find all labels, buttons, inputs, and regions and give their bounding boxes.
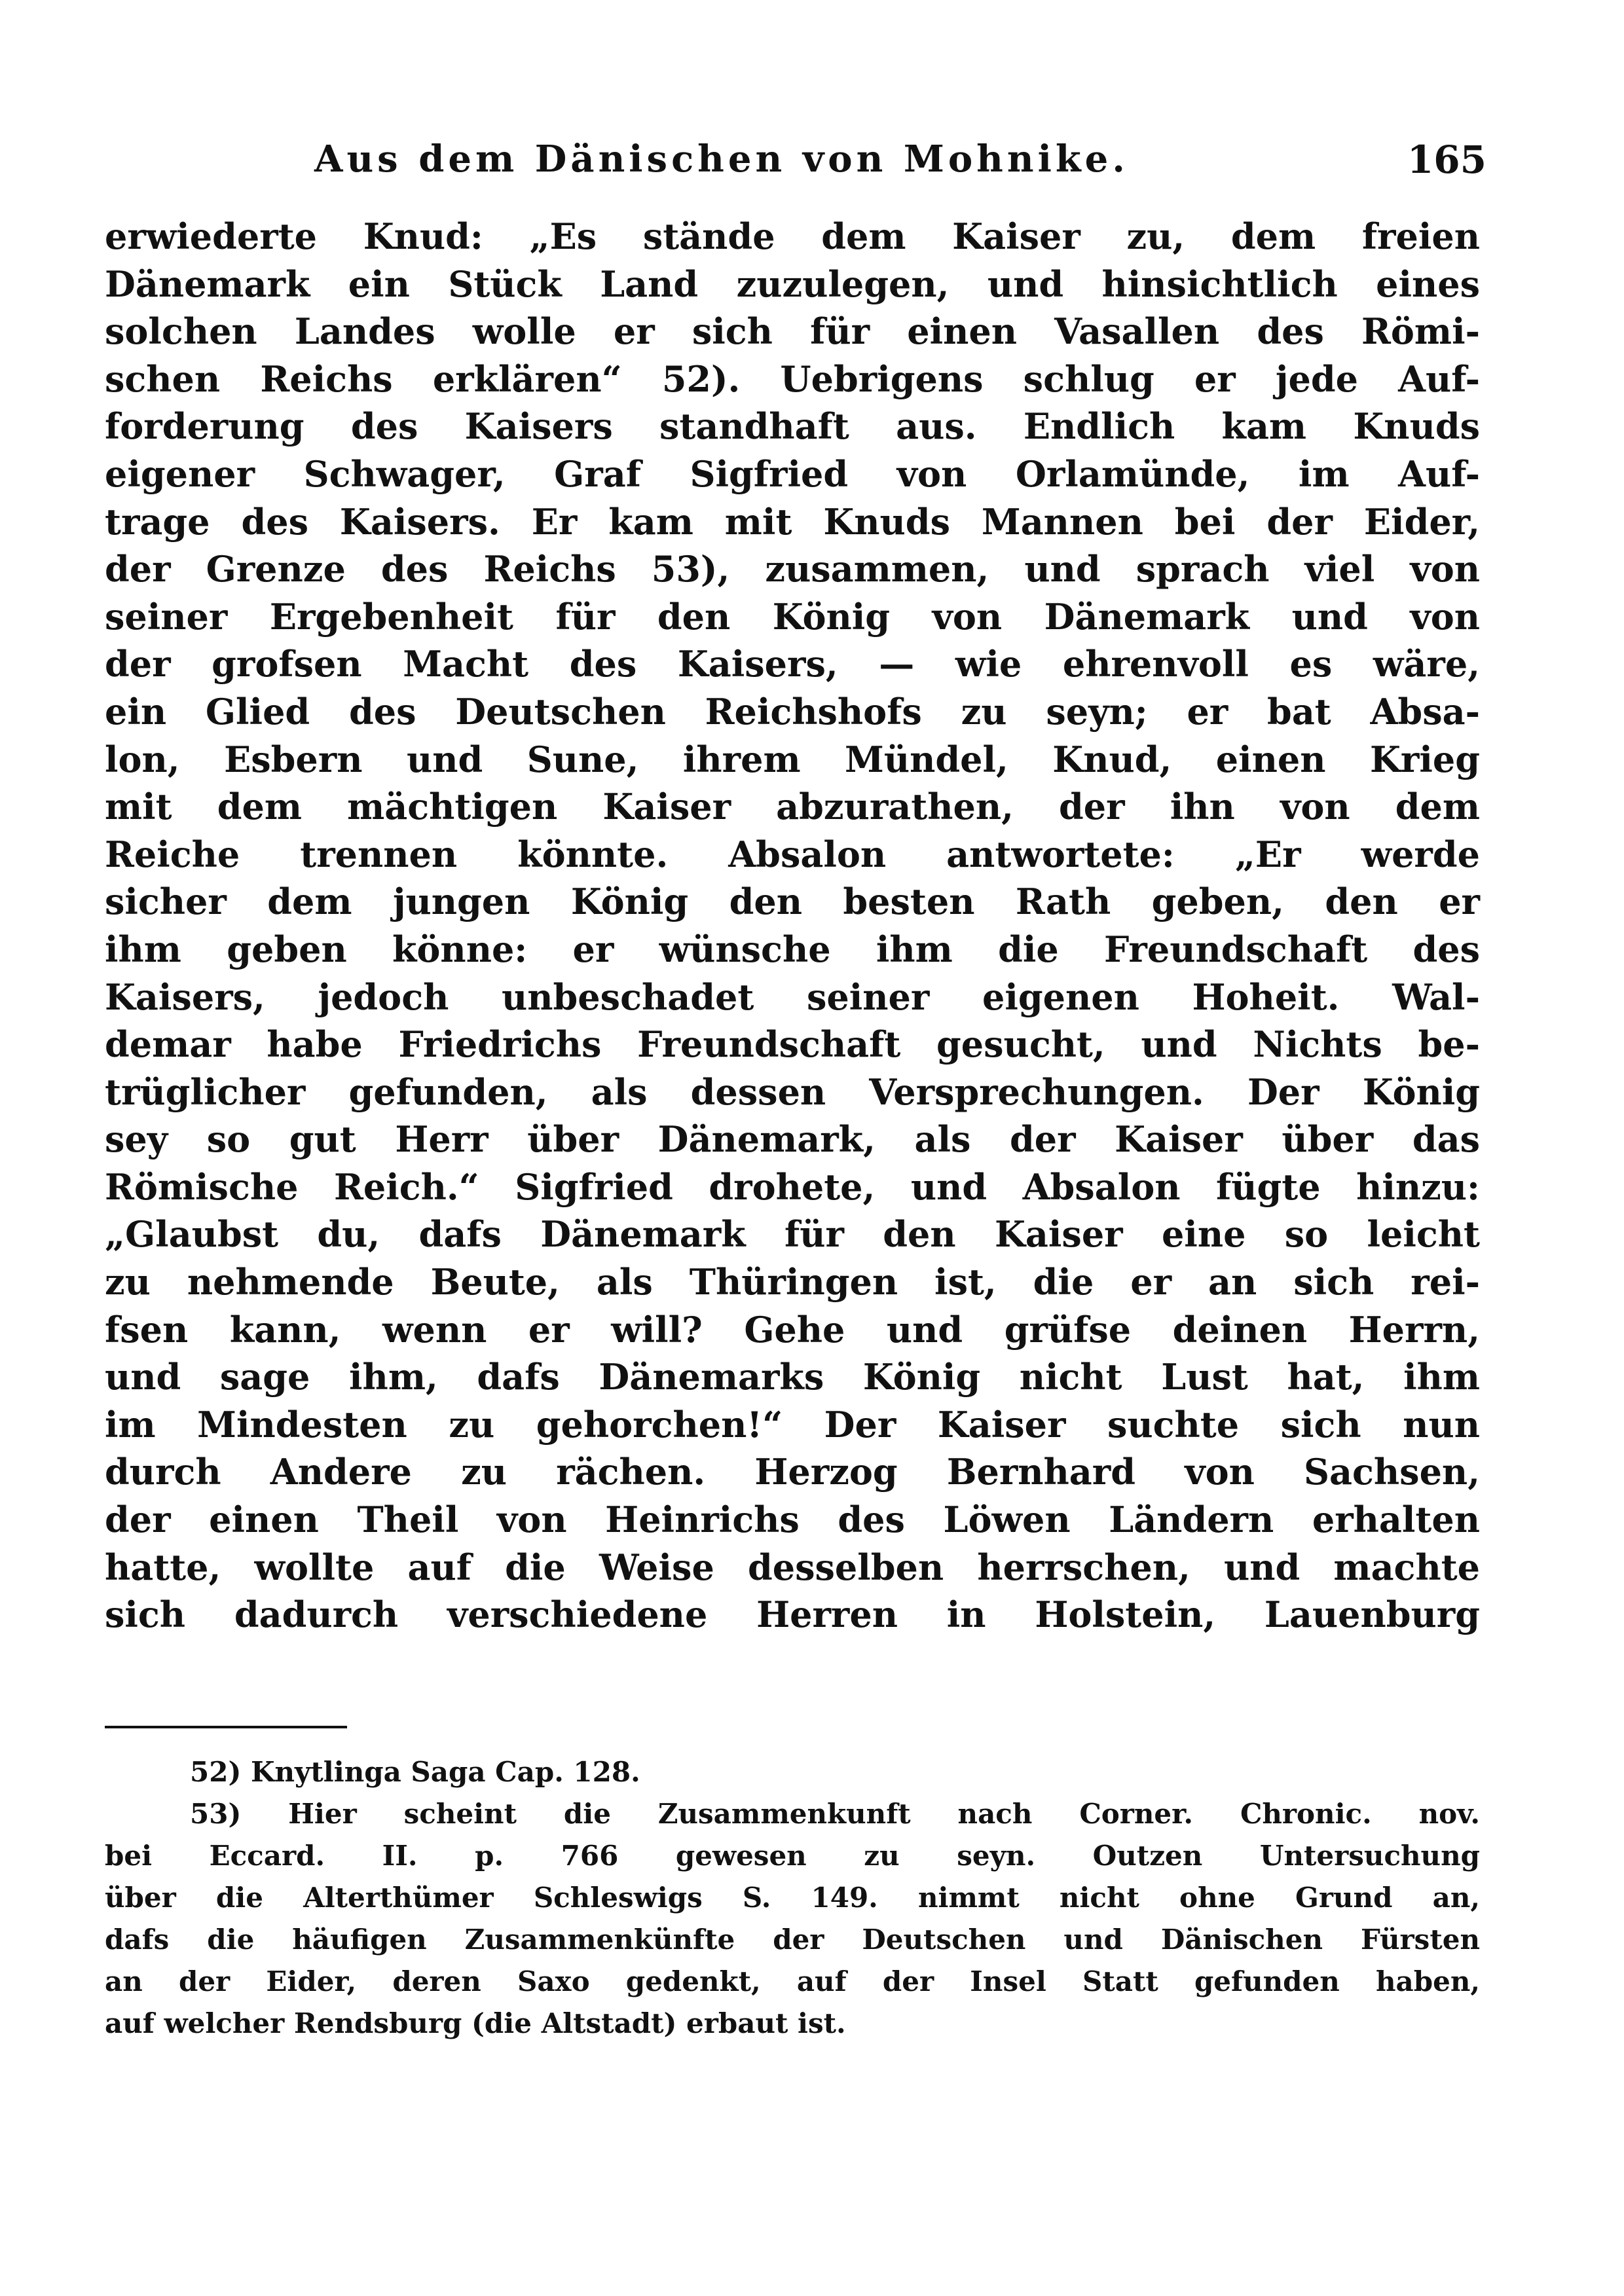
body-line: im Mindesten zu gehorchen!“ Der Kaiser suchte sich nun (105, 1403, 1480, 1446)
body-line: und sage ihm, dafs Dänemarks König nicht Lust hat, ihm (105, 1356, 1480, 1398)
body-line: der Grenze des Reichs 53), zusammen, und sprach viel von (105, 548, 1480, 591)
body-line: erwiederte Knud: „Es stände dem Kaiser zu, dem freien (105, 215, 1480, 257)
body-line: Kaisers, jedoch unbeschadet seiner eigenen Hoheit. Wal- (105, 975, 1480, 1018)
body-line: sicher dem jungen König den besten Rath geben, den er (105, 881, 1480, 923)
body-line: Dänemark ein Stück Land zuzulegen, und hinsichtlich eines (105, 263, 1480, 305)
footnote-line: über die Alterthümer Schleswigs S. 149. nimmt nicht ohne Grund an, (105, 1882, 1480, 1914)
page-number: 165 (1407, 137, 1486, 182)
body-line: fsen kann, wenn er will? Gehe und grüfse deinen Herrn, (105, 1308, 1480, 1351)
body-line: Reiche trennen könnte. Absalon antwortete: „Er werde (105, 833, 1480, 875)
body-line: trüglicher gefunden, als dessen Versprechungen. Der König (105, 1070, 1480, 1113)
footnote-line: 52) Knytlinga Saga Cap. 128. (190, 1756, 640, 1788)
body-line: der einen Theil von Heinrichs des Löwen Ländern erhalten (105, 1499, 1480, 1541)
body-line: sey so gut Herr über Dänemark, als der Kaiser über das (105, 1118, 1480, 1161)
body-line: „Glaubst du, dafs Dänemark für den Kaiser eine so leicht (105, 1213, 1480, 1256)
body-line: eigener Schwager, Graf Sigfried von Orlamünde, im Auf- (105, 452, 1480, 495)
body-line: durch Andere zu rächen. Herzog Bernhard von Sachsen, (105, 1451, 1480, 1493)
body-text (105, 213, 1480, 1639)
footnote-line: an der Eider, deren Saxo gedenkt, auf der Insel Statt gefunden haben, (105, 1965, 1480, 1997)
body-line: mit dem mächtigen Kaiser abzurathen, der ihn von dem (105, 786, 1480, 828)
footnote-rule (105, 1726, 347, 1728)
body-line: demar habe Friedrichs Freundschaft gesucht, und Nichts be- (105, 1023, 1480, 1066)
body-line: solchen Landes wolle er sich für einen Vasallen des Römi- (105, 310, 1480, 353)
body-line: hatte, wollte auf die Weise desselben herrschen, und machte (105, 1546, 1480, 1588)
body-line: schen Reichs erklären“ 52). Uebrigens schlug er jede Auf- (105, 357, 1480, 400)
body-line: Römische Reich.“ Sigfried drohete, und Absalon fügte hinzu: (105, 1165, 1480, 1208)
body-line: trage des Kaisers. Er kam mit Knuds Mannen bei der Eider, (105, 500, 1480, 543)
running-title: Aus dem Dänischen von Mohnike. (314, 137, 1129, 181)
body-line: ein Glied des Deutschen Reichshofs zu seyn; er bat Absa- (105, 690, 1480, 733)
footnotes (105, 1751, 1480, 2045)
body-line: lon, Esbern und Sune, ihrem Mündel, Knud, einen Krieg (105, 738, 1480, 780)
body-line: seiner Ergebenheit für den König von Dänemark und von (105, 595, 1480, 638)
footnote-line: 53) Hier scheint die Zusammenkunft nach Corner. Chronic. nov. (190, 1798, 1480, 1830)
page-header (314, 131, 1486, 203)
body-line: forderung des Kaisers standhaft aus. Endlich kam Knuds (105, 405, 1480, 448)
body-line: sich dadurch verschiedene Herren in Holstein, Lauenburg (105, 1594, 1480, 1636)
body-line: zu nehmende Beute, als Thüringen ist, die er an sich rei- (105, 1261, 1480, 1303)
footnote-line: bei Eccard. II. p. 766 gewesen zu seyn. Outzen Untersuchung (105, 1840, 1480, 1872)
footnote-line: auf welcher Rendsburg (die Altstadt) erbaut ist. (105, 2007, 846, 2039)
body-line: ihm geben könne: er wünsche ihm die Freundschaft des (105, 928, 1480, 970)
footnote-line: dafs die häufigen Zusammenkünfte der Deutschen und Dänischen Fürsten (105, 1923, 1480, 1956)
body-line: der grofsen Macht des Kaisers, — wie ehrenvoll es wäre, (105, 643, 1480, 685)
